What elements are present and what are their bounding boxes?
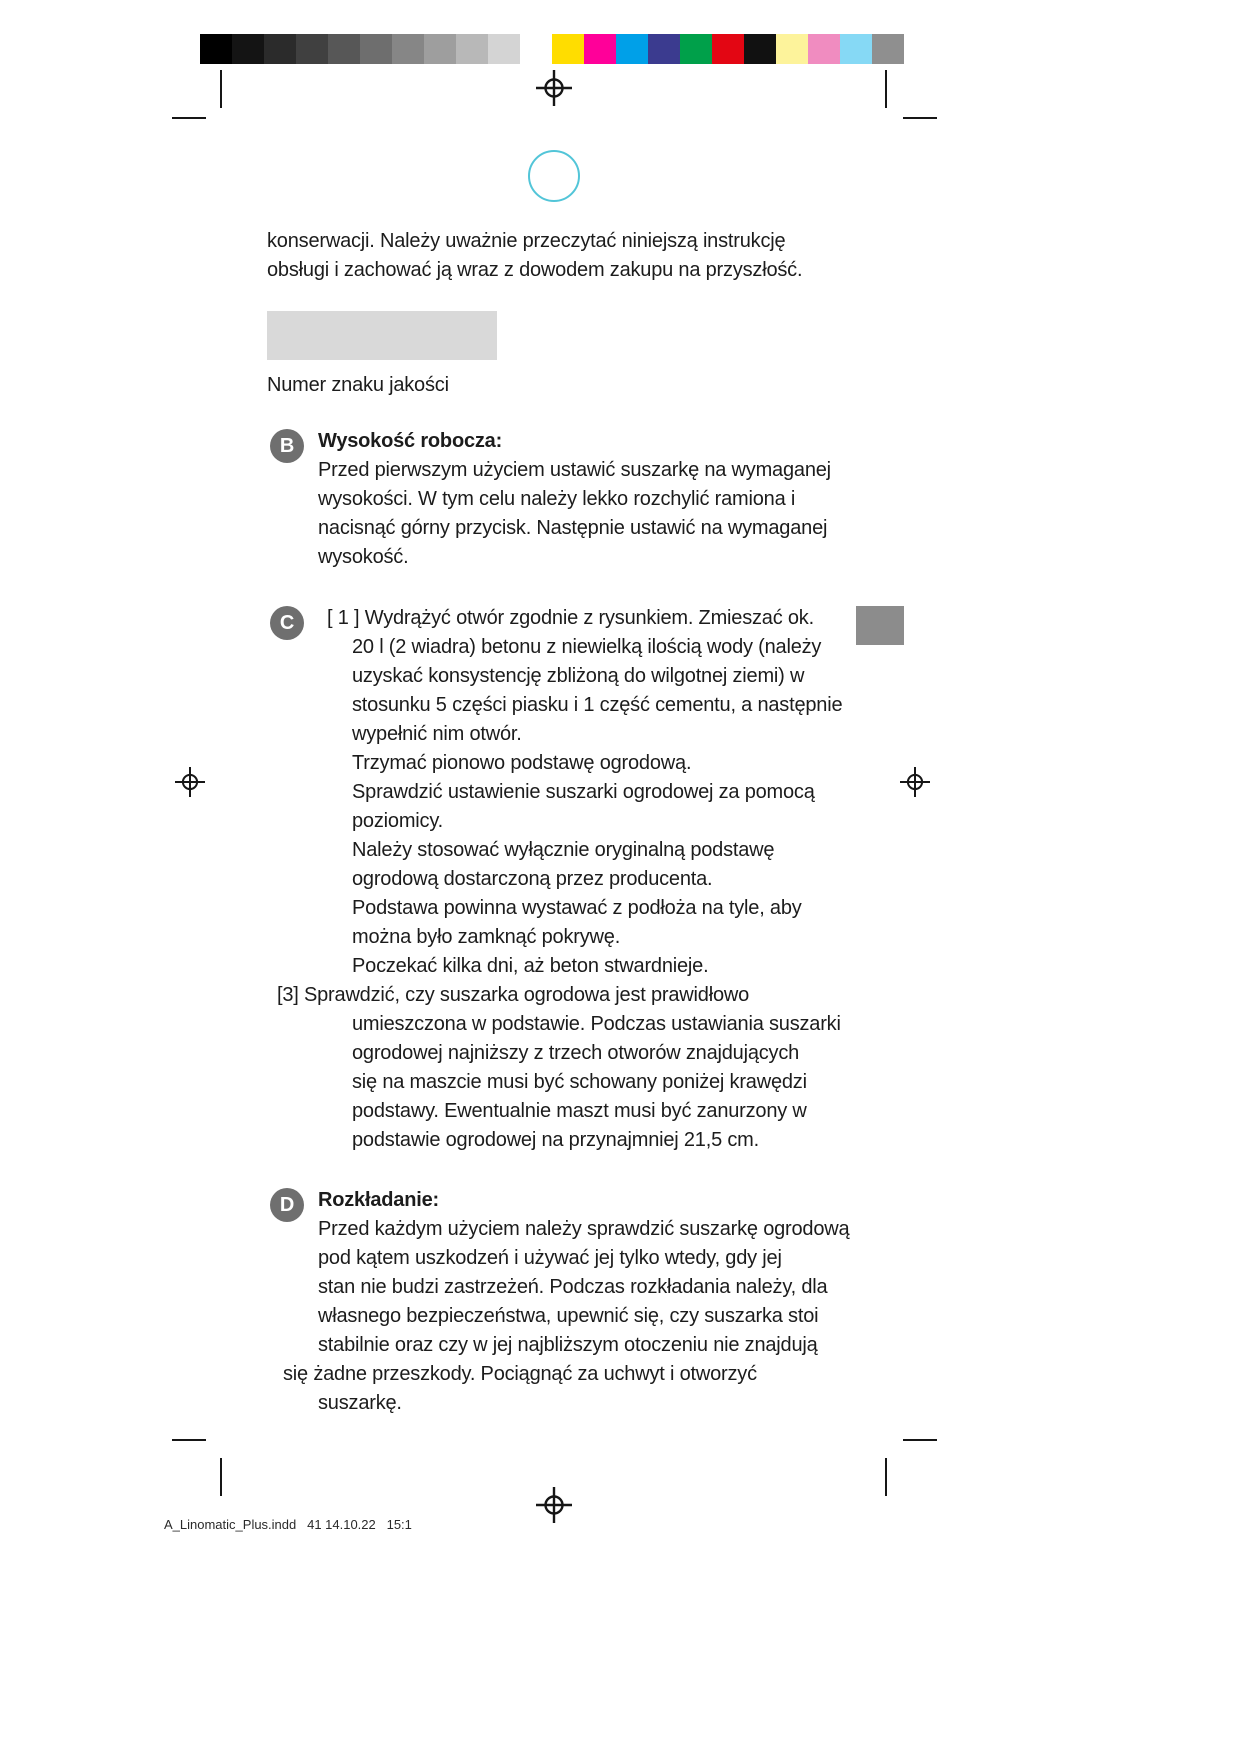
intro-paragraph (267, 227, 802, 285)
trim-mark-bottom-right-vertical (885, 1458, 887, 1496)
trim-mark-top-left-vertical (220, 70, 222, 108)
color-swatch (680, 34, 712, 64)
text-line: ogrodowej najniższy z trzech otworów znajdujących (352, 1042, 800, 1064)
quality-mark-placeholder-image (267, 311, 497, 360)
section-d-heading: Rozkładanie: (318, 1189, 439, 1211)
section-badge-d: D (270, 1188, 304, 1222)
text-line: stan nie budzi zastrzeżeń. Podczas rozkładania należy, dla (318, 1276, 828, 1298)
text-line: obsługi i zachować ją wraz z dowodem zakupu na przyszłość. (267, 259, 803, 281)
section-b (270, 427, 890, 572)
text-line: się na maszcie musi być schowany poniżej krawędzi (352, 1071, 807, 1093)
trim-mark-bottom-left-vertical (220, 1458, 222, 1496)
text-line: poziomicy. (352, 810, 443, 832)
print-color-calibration-bar (200, 34, 904, 64)
text-line: stosunku 5 części piasku i 1 część cementu, a następnie (352, 694, 843, 716)
text-line: umieszczona w podstawie. Podczas ustawiania suszarki (352, 1013, 841, 1035)
color-swatch (520, 34, 552, 64)
text-line: własnego bezpieczeństwa, upewnić się, czy suszarka stoi (318, 1305, 819, 1327)
text-line: konserwacji. Należy uważnie przeczytać niniejszą instrukcję (267, 230, 786, 252)
color-swatch (328, 34, 360, 64)
trim-mark-bottom-right-horizontal (903, 1439, 937, 1441)
color-swatch (296, 34, 328, 64)
section-b-body (318, 456, 890, 572)
color-swatch (744, 34, 776, 64)
section-c-body (277, 604, 910, 1155)
trim-mark-top-left-horizontal (172, 117, 206, 119)
trim-mark-bottom-left-horizontal (172, 1439, 206, 1441)
color-swatch (776, 34, 808, 64)
registration-mark-left-icon (175, 767, 205, 802)
text-line: Poczekać kilka dni, aż beton stwardnieje. (352, 955, 709, 977)
color-swatch (392, 34, 424, 64)
color-swatch (360, 34, 392, 64)
text-line: Podstawa powinna wystawać z podłoża na tyle, aby (352, 897, 802, 919)
color-swatch (200, 34, 232, 64)
color-swatch (712, 34, 744, 64)
text-line: Przed każdym użyciem należy sprawdzić suszarkę ogrodową (318, 1218, 850, 1240)
text-line: Sprawdzić ustawienie suszarki ogrodowej za pomocą (352, 781, 815, 803)
text-line: podstawie ogrodowej na przynajmniej 21,5 cm. (352, 1129, 759, 1151)
text-line: [3] Sprawdzić, czy suszarka ogrodowa jest prawidłowo (277, 984, 750, 1006)
text-line: 20 l (2 wiadra) betonu z niewielką ilością wody (należy (352, 636, 822, 658)
color-swatch (232, 34, 264, 64)
section-b-heading: Wysokość robocza: (318, 430, 503, 452)
text-line: można było zamknąć pokrywę. (352, 926, 621, 948)
color-swatch (584, 34, 616, 64)
text-line: suszarkę. (318, 1392, 402, 1414)
color-swatch (872, 34, 904, 64)
section-badge-c: C (270, 606, 304, 640)
text-line: Przed pierwszym użyciem ustawić suszarkę na wymaganej (318, 459, 831, 481)
section-d-body (283, 1215, 910, 1418)
color-swatch (616, 34, 648, 64)
trim-mark-top-right-horizontal (903, 117, 937, 119)
text-line: [ 1 ] Wydrążyć otwór zgodnie z rysunkiem. Zmieszać ok. (327, 607, 814, 629)
text-line: stabilnie oraz czy w jej najbliższym otoczeniu nie znajdują (318, 1334, 818, 1356)
registration-mark-bottom-icon (536, 1487, 572, 1528)
quality-number-label: Numer znaku jakości (267, 374, 449, 396)
color-swatch (840, 34, 872, 64)
color-swatch (648, 34, 680, 64)
registration-mark-top-icon (536, 70, 572, 111)
section-badge-b: B (270, 429, 304, 463)
text-line: podstawy. Ewentualnie maszt musi być zanurzony w (352, 1100, 807, 1122)
page-edge-section-marker (856, 606, 904, 645)
text-line: wypełnić nim otwór. (352, 723, 522, 745)
text-line: pod kątem uszkodzeń i używać jej tylko wtedy, gdy jej (318, 1247, 782, 1269)
text-line: ogrodową dostarczoną przez producenta. (352, 868, 713, 890)
text-line: wysokość. (318, 546, 409, 568)
text-line: nacisnąć górny przycisk. Następnie ustawić na wymaganej (318, 517, 828, 539)
color-swatch (552, 34, 584, 64)
text-line: Trzymać pionowo podstawę ogrodową. (352, 752, 692, 774)
text-line: Należy stosować wyłącznie oryginalną podstawę (352, 839, 775, 861)
die-cut-circle-icon (528, 150, 580, 202)
text-line: się żadne przeszkody. Pociągnąć za uchwyt i otworzyć (283, 1363, 757, 1385)
text-line: wysokości. W tym celu należy lekko rozchylić ramiona i (318, 488, 796, 510)
color-swatch (808, 34, 840, 64)
color-swatch (424, 34, 456, 64)
text-line: uzyskać konsystencję zbliżoną do wilgotnej ziemi) w (352, 665, 805, 687)
color-swatch (264, 34, 296, 64)
color-swatch (456, 34, 488, 64)
section-d (270, 1186, 910, 1418)
color-swatch (488, 34, 520, 64)
print-footer: A_Linomatic_Plus.indd 41 14.10.22 15:1 (164, 1517, 412, 1532)
section-c (270, 604, 910, 1155)
trim-mark-top-right-vertical (885, 70, 887, 108)
